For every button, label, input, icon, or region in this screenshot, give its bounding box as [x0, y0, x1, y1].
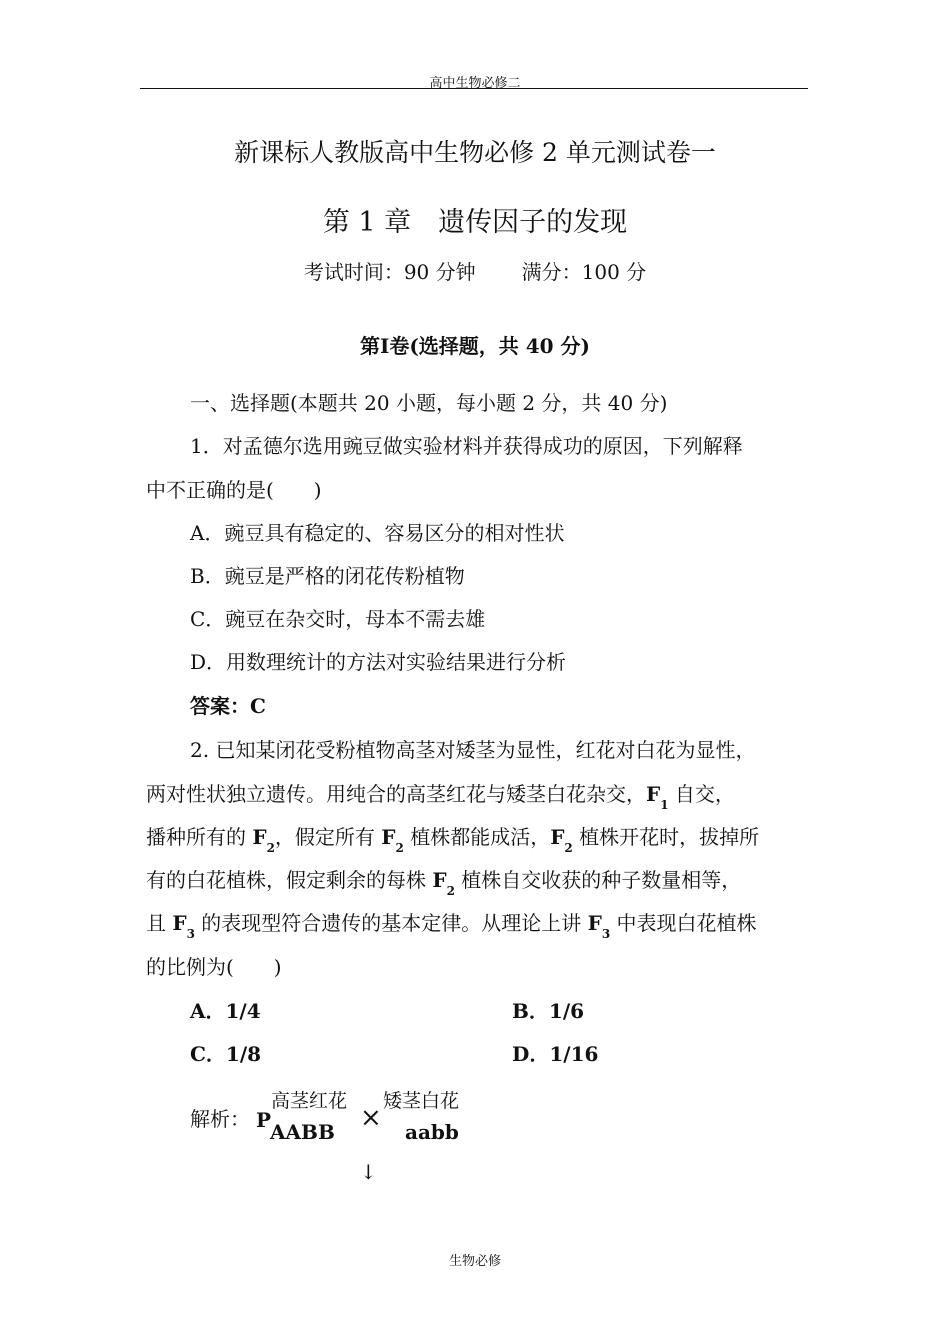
section-title: 第Ⅰ卷(选择题，共 40 分): [359, 334, 591, 358]
exam-info: [0, 256, 950, 285]
parent1-phenotype: 高茎红花: [271, 1090, 348, 1112]
chapter-title: 第 1 章 遗传因子的发现: [322, 207, 628, 238]
q1-option-b: B．豌豆是严格的闭花传粉植物: [190, 564, 465, 588]
q1-option-d: D．用数理统计的方法对实验结果进行分析: [190, 650, 567, 674]
parent1-genotype: AABB: [270, 1120, 335, 1144]
q1-stem-line2: 中不正确的是( ): [146, 478, 322, 502]
cross-symbol: ×: [360, 1103, 382, 1133]
header-rule: [140, 88, 808, 89]
q2-stem-line3: 播种所有的 $F_2$，假定所有 $F_2$ 植株都能成活，$F_2$ 植株开花时，拔掉所: [146, 825, 760, 855]
running-footer: 生物必修: [448, 1254, 501, 1269]
q1-stem-line1: 1．对孟德尔选用豌豆做实验材料并获得成功的原因，下列解释: [190, 434, 743, 458]
q2-option-d: D．1/16: [512, 1042, 599, 1066]
q2-stem-line4: 有的白花植株，假定剩余的每株 $F_2$ 植株自交收获的种子数量相等，: [146, 868, 742, 898]
document-title: 新课标人教版高中生物必修 2 单元测试卷一: [234, 138, 716, 167]
q2-option-c: C．1/8: [190, 1042, 262, 1066]
q1-option-c: C．豌豆在杂交时，母本不需去雄: [190, 607, 486, 631]
p-generation-label: P: [256, 1108, 272, 1132]
q2-option-b: B．1/6: [512, 999, 585, 1023]
down-arrow-icon: ↓: [360, 1160, 377, 1184]
parent2-phenotype: 矮茎白花: [383, 1090, 460, 1112]
q2-option-a: A．1/4: [190, 999, 261, 1023]
exam-time: 考试时间：90 分钟: [303, 260, 476, 284]
running-header: 高中生物必修二: [429, 76, 521, 91]
part-title: 一、选择题(本题共 20 小题，每小题 2 分，共 40 分): [190, 391, 668, 415]
q2-stem-line5: 且 $F_3$ 的表现型符合遗传的基本定律。从理论上讲 $F_3$ 中表现白花植株: [146, 911, 757, 941]
analysis-label: 解析：: [190, 1107, 250, 1131]
q2-stem-line2: 两对性状独立遗传。用纯合的高茎红花与矮茎白花杂交，$F_1$ 自交，: [146, 782, 735, 812]
full-score: 满分：100 分: [521, 260, 647, 284]
parent2-genotype: aabb: [405, 1120, 459, 1144]
q1-option-a: A．豌豆具有稳定的、容易区分的相对性状: [190, 521, 565, 545]
q1-answer: 答案：C: [190, 694, 266, 718]
q2-stem-line1: 2. 已知某闭花受粉植物高茎对矮茎为显性，红花对白花为显性，: [190, 738, 756, 762]
q2-stem-line6: 的比例为( ): [146, 955, 282, 979]
